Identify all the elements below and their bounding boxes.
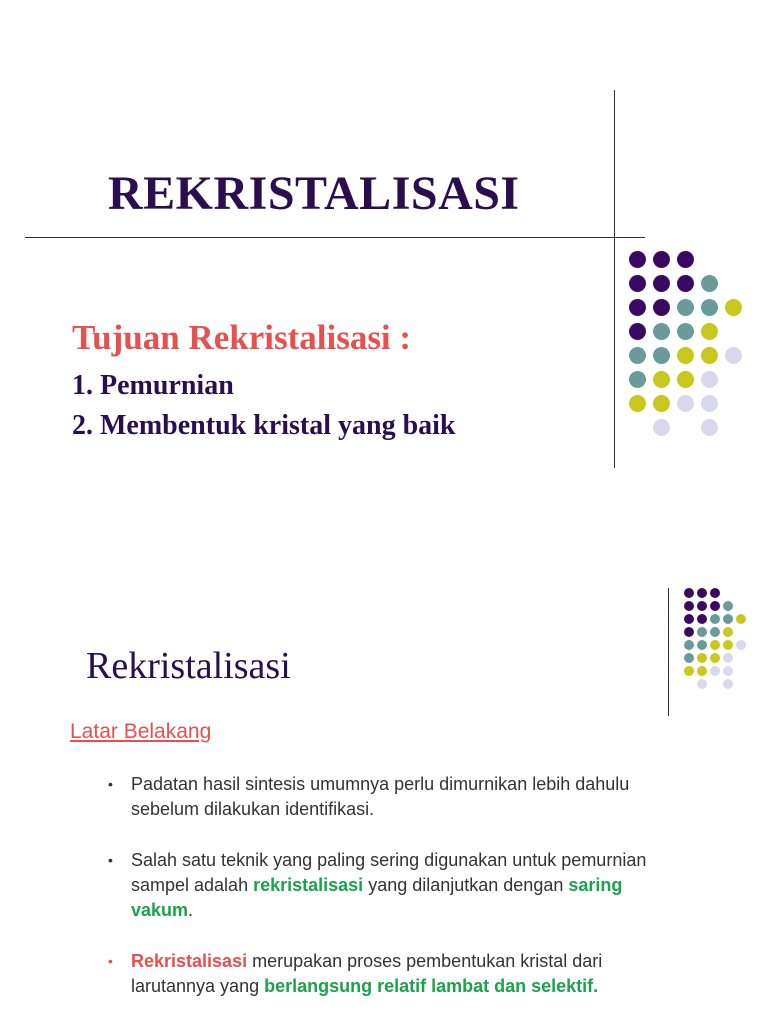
decorative-dot bbox=[677, 371, 694, 388]
decorative-dot bbox=[684, 666, 694, 676]
decorative-dot bbox=[710, 666, 720, 676]
decorative-dot bbox=[723, 640, 733, 650]
decorative-dot bbox=[653, 371, 670, 388]
decorative-dot bbox=[723, 601, 733, 611]
bullet-dot-icon: • bbox=[108, 852, 113, 868]
decorative-dot bbox=[697, 679, 707, 689]
decorative-dot bbox=[736, 640, 746, 650]
decorative-dot bbox=[629, 371, 646, 388]
highlight-term: rekristalisasi bbox=[253, 875, 364, 895]
decorative-dot bbox=[723, 614, 733, 624]
decorative-dot bbox=[653, 395, 670, 412]
decorative-dot bbox=[629, 323, 646, 340]
vertical-divider bbox=[614, 90, 615, 468]
decorative-dot bbox=[701, 395, 718, 412]
bullet-item: • Rekristalisasi merupakan proses pembentukan kristal dari larutannya yang berlangsung relatif lambat dan selektif. bbox=[108, 951, 603, 996]
decorative-dot bbox=[629, 299, 646, 316]
bullet-dot-icon: • bbox=[108, 953, 113, 969]
decorative-dot bbox=[710, 588, 720, 598]
highlight-term: saring vakum bbox=[131, 875, 623, 920]
decorative-dot bbox=[684, 627, 694, 637]
slide-1-subheading: Tujuan Rekristalisasi : bbox=[72, 318, 412, 357]
bullet-dot-icon: • bbox=[108, 776, 113, 792]
decorative-dot bbox=[723, 653, 733, 663]
decorative-dot bbox=[723, 627, 733, 637]
decorative-dot bbox=[629, 347, 646, 364]
section-heading: Latar Belakang bbox=[70, 720, 212, 743]
decorative-dot bbox=[684, 614, 694, 624]
decorative-dot bbox=[697, 614, 707, 624]
slide-1-list bbox=[72, 366, 512, 446]
slide-2-title: Rekristalisasi bbox=[86, 645, 291, 687]
decorative-dot bbox=[629, 275, 646, 292]
decorative-dot bbox=[653, 251, 670, 268]
list-item: 2. Membentuk kristal yang baik bbox=[72, 410, 456, 441]
decorative-dot bbox=[723, 666, 733, 676]
decorative-dot bbox=[653, 347, 670, 364]
bullet-item: • Salah satu teknik yang paling sering digunakan untuk pemurnian sampel adalah rekristalisasi yang dilanjutkan dengan saring vakum. bbox=[108, 850, 647, 920]
decorative-dot bbox=[697, 601, 707, 611]
slide-1-title: REKRISTALISASI bbox=[108, 167, 520, 220]
bullet-list bbox=[104, 772, 684, 1025]
decorative-dot bbox=[653, 419, 670, 436]
decorative-dot bbox=[710, 614, 720, 624]
decorative-dot bbox=[684, 601, 694, 611]
decorative-dot bbox=[653, 323, 670, 340]
decorative-dot bbox=[684, 640, 694, 650]
decorative-dot bbox=[701, 347, 718, 364]
decorative-dot bbox=[725, 347, 742, 364]
bullet-item: • Padatan hasil sintesis umumnya perlu dimurnikan lebih dahulu sebelum dilakukan identifikasi. bbox=[108, 774, 630, 819]
decorative-dot bbox=[723, 679, 733, 689]
list-item: 1. Pemurnian bbox=[72, 370, 234, 401]
decorative-dot bbox=[701, 275, 718, 292]
horizontal-divider bbox=[25, 237, 645, 238]
decorative-dot bbox=[677, 323, 694, 340]
decorative-dot bbox=[697, 640, 707, 650]
decorative-dot bbox=[629, 395, 646, 412]
decorative-dot bbox=[677, 299, 694, 316]
decorative-dot bbox=[701, 299, 718, 316]
decorative-dot bbox=[710, 601, 720, 611]
decorative-dot bbox=[653, 299, 670, 316]
vertical-divider bbox=[668, 588, 669, 716]
decorative-dot bbox=[629, 251, 646, 268]
highlight-term: Rekristalisasi bbox=[131, 951, 248, 971]
decorative-dot bbox=[710, 653, 720, 663]
decorative-dot bbox=[697, 588, 707, 598]
decorative-dot bbox=[677, 347, 694, 364]
decorative-dot bbox=[653, 275, 670, 292]
decorative-dot bbox=[697, 627, 707, 637]
decorative-dot bbox=[710, 627, 720, 637]
decorative-dot bbox=[736, 614, 746, 624]
decorative-dot bbox=[677, 275, 694, 292]
decorative-dot bbox=[710, 640, 720, 650]
decorative-dot bbox=[684, 588, 694, 598]
decorative-dot bbox=[697, 653, 707, 663]
decorative-dot bbox=[701, 419, 718, 436]
decorative-dot bbox=[684, 653, 694, 663]
decorative-dot bbox=[697, 666, 707, 676]
decorative-dot bbox=[701, 323, 718, 340]
highlight-term: berlangsung relatif lambat dan selektif. bbox=[264, 976, 599, 996]
decorative-dot bbox=[701, 371, 718, 388]
decorative-dot bbox=[677, 395, 694, 412]
decorative-dot bbox=[677, 251, 694, 268]
decorative-dot bbox=[725, 299, 742, 316]
